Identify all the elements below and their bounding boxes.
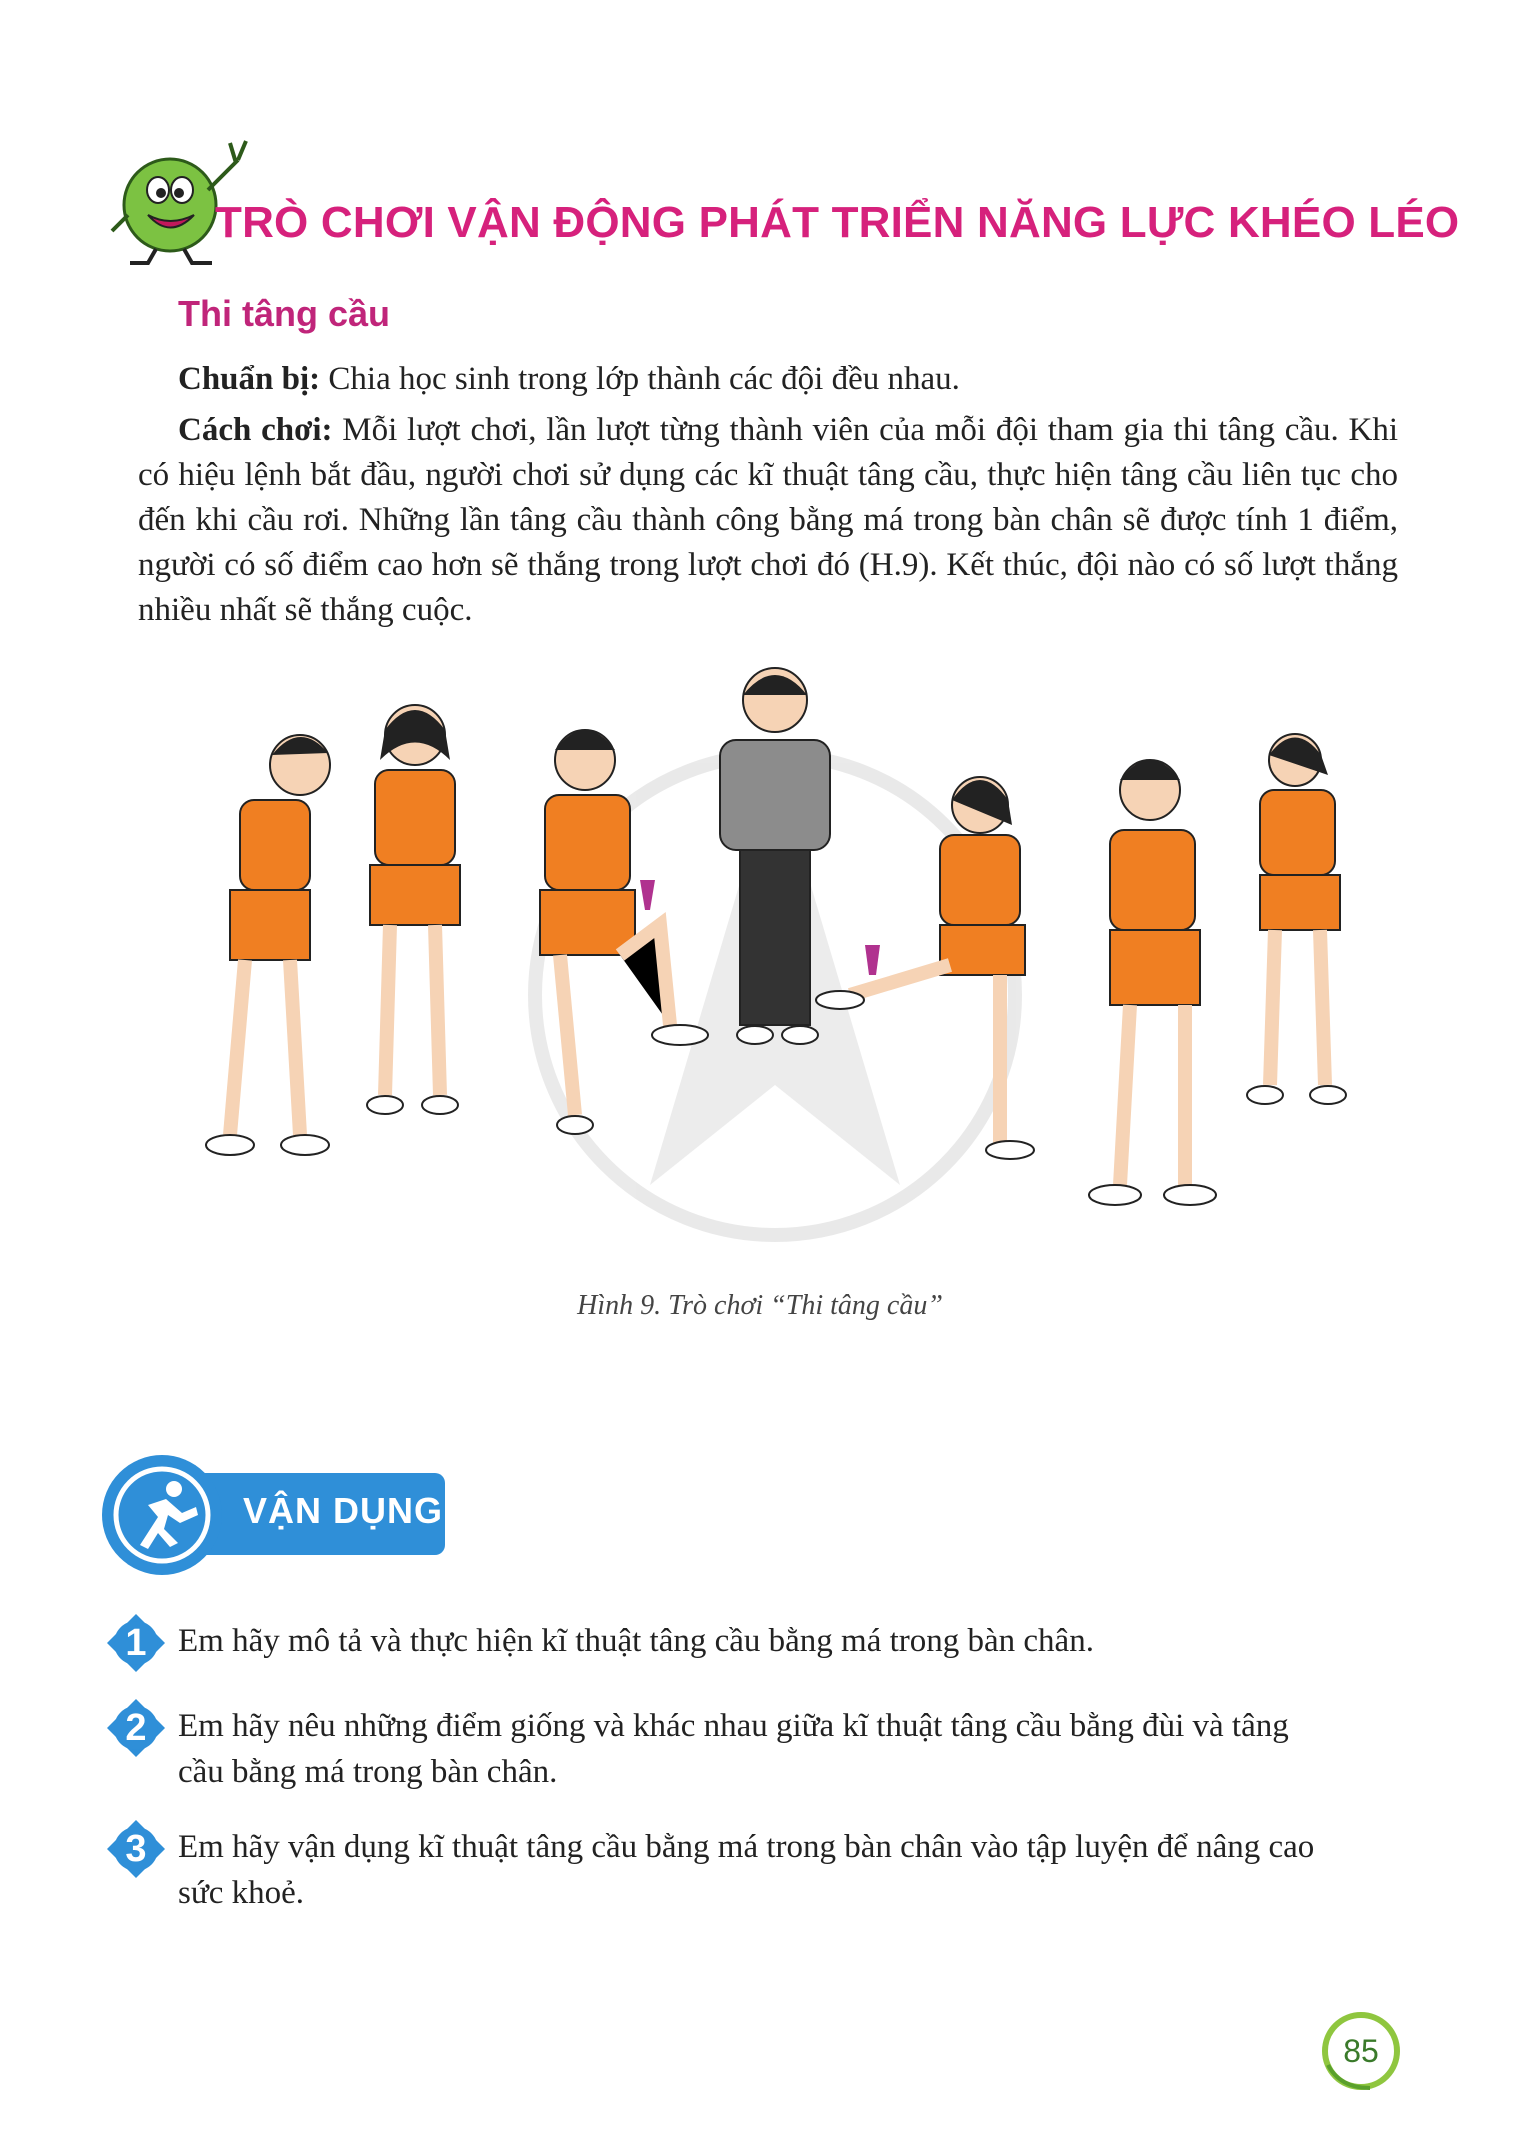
preparation-text: Chia học sinh trong lớp thành các đội đều nhau. [328, 361, 960, 397]
question-number-badge [105, 1818, 167, 1880]
preparation-label: Chuẩn bị: [178, 361, 321, 397]
question-number: 2 [125, 1706, 147, 1749]
howto-label: Cách chơi: [178, 412, 333, 448]
question-number-badge [105, 1697, 167, 1759]
question-text: Em hãy mô tả và thực hiện kĩ thuật tâng cầu bằng má trong bàn chân. [178, 1623, 1094, 1659]
question-text: Em hãy vận dụng kĩ thuật tâng cầu bằng má trong bàn chân vào tập luyện để nâng cao sức khoẻ. [178, 1829, 1315, 1911]
section-label: VẬN DỤNG [243, 1490, 444, 1531]
student-figure [540, 730, 708, 1134]
page-number: 85 [1343, 2032, 1379, 2069]
student-figure [1247, 734, 1346, 1104]
preparation-paragraph [178, 357, 1408, 402]
page-number-badge [1320, 2010, 1402, 2092]
student-figure [1089, 760, 1216, 1205]
game-title: Thi tâng cầu [178, 293, 391, 334]
page-title: TRÒ CHƠI VẬN ĐỘNG PHÁT TRIỂN NĂNG LỰC KHÉO LÉO [215, 198, 1460, 247]
question-text: Em hãy nêu những điểm giống và khác nhau giữa kĩ thuật tâng cầu bằng đùi và tâng cầu bằng má trong bàn chân. [178, 1708, 1289, 1790]
question-number-badge [105, 1612, 167, 1674]
student-figure [206, 735, 330, 1155]
howto-text: Mỗi lượt chơi, lần lượt từng thành viên của mỗi đội tham gia thi tâng cầu. Khi có hiệu lệnh bắt đầu, người chơi sử dụng các kĩ thuật tâng cầu, thực hiện tâng cầu liên tục cho đến khi cầu rơi. Những lần tâng cầu thành công bằng má trong bàn chân sẽ được tính 1 điểm, người có số điểm cao hơn sẽ thắng trong lượt chơi đó (H.9). Kết thúc, đội nào có số lượt thắng nhiều nhất sẽ thắng cuộc. [138, 412, 1399, 628]
figure-caption: Hình 9. Trò chơi “Thi tâng cầu” [577, 1290, 943, 1321]
game-illustration [200, 665, 1350, 1255]
student-figure [367, 705, 460, 1114]
howto-paragraph [138, 408, 1398, 633]
question-number: 3 [125, 1827, 147, 1870]
question-number: 1 [125, 1621, 147, 1664]
